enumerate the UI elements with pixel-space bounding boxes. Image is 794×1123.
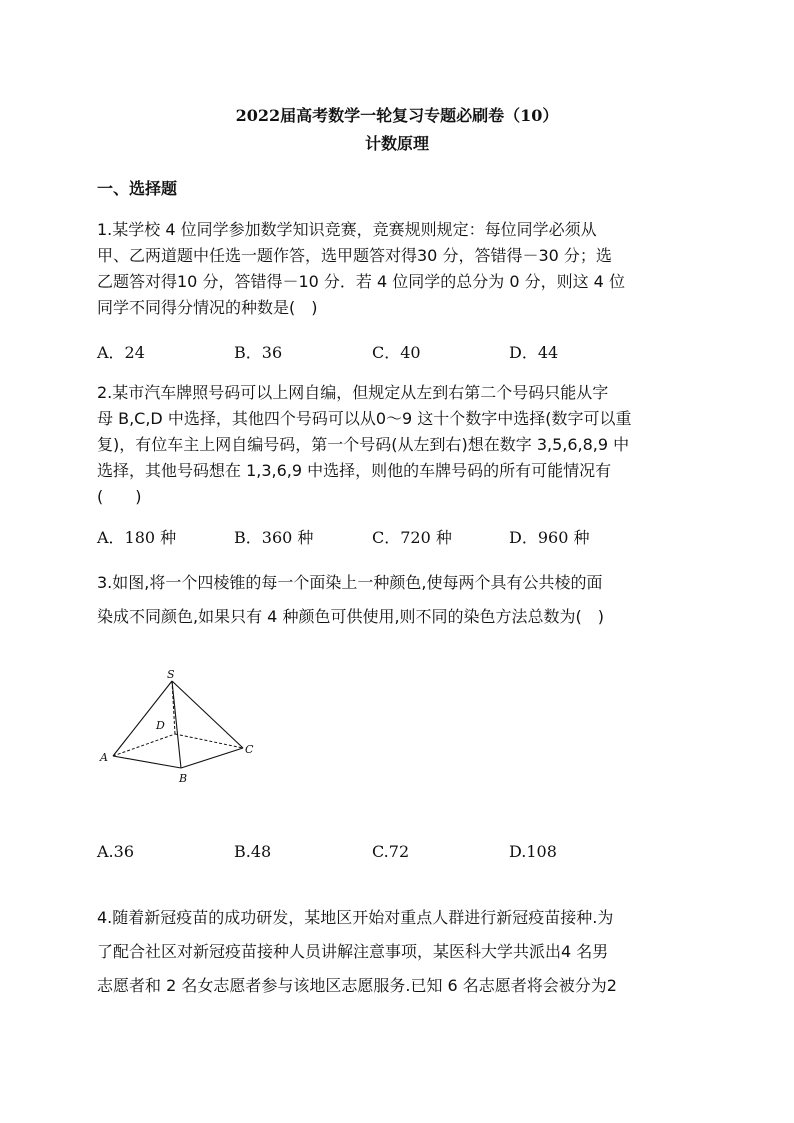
option-d[interactable]: D.108: [509, 842, 557, 861]
option-d[interactable]: D．960 种: [509, 528, 590, 547]
exam-subtitle: 计数原理: [364, 134, 429, 153]
option-c[interactable]: C.72: [372, 842, 410, 861]
option-b[interactable]: B．360 种: [234, 528, 314, 547]
vertex-label-d: D: [156, 719, 165, 732]
option-a[interactable]: A．180 种: [97, 528, 177, 547]
edge-sc: [172, 681, 243, 748]
question-line: 复)，有位车主上网自编号码，第一个号码(从左到右)想在数字 3,5,6,8,9 中: [97, 435, 630, 454]
edge-ab: [113, 756, 181, 768]
question-line: 志愿者和 2 名女志愿者参与该地区志愿服务.已知 6 名志愿者将会被分为2: [97, 976, 617, 995]
question-line: 选择，其他号码想在 1,3,6,9 中选择，则他的车牌号码的所有可能情况有: [97, 461, 612, 480]
question-2: [97, 380, 697, 510]
question-line: ( ): [97, 487, 142, 506]
option-c[interactable]: C．40: [372, 343, 421, 362]
pyramid-figure: [95, 668, 265, 788]
question-line: 3.如图,将一个四棱锥的每一个面染上一种颜色,使每两个具有公共棱的面: [97, 573, 603, 592]
question-line: 母 B,C,D 中选择，其他四个号码可以从0～9 这十个数字中选择(数字可以重: [97, 409, 632, 428]
question-line: 染成不同颜色,如果只有 4 种颜色可供使用,则不同的染色方法总数为( ): [97, 607, 605, 626]
option-a[interactable]: A.36: [97, 842, 134, 861]
vertex-label-c: C: [245, 743, 254, 756]
option-b[interactable]: B．36: [234, 343, 283, 362]
exam-title: 2022届高考数学一轮复习专题必刷卷（10）: [235, 106, 559, 125]
question-1-options: [97, 340, 697, 362]
option-c[interactable]: C．720 种: [372, 528, 452, 547]
question-line: 同学不同得分情况的种数是( ): [97, 298, 318, 317]
option-b[interactable]: B.48: [234, 842, 272, 861]
question-line: 乙题答对得10 分，答错得－10 分．若 4 位同学的总分为 0 分，则这 4 位: [97, 272, 625, 291]
question-2-options: [97, 525, 697, 547]
option-a[interactable]: A．24: [97, 343, 145, 362]
vertex-label-b: B: [179, 772, 188, 785]
question-3: [97, 570, 697, 630]
question-line: 4.随着新冠疫苗的成功研发，某地区开始对重点人群进行新冠疫苗接种.为: [97, 908, 614, 927]
section-heading-choice: 一、选择题: [97, 179, 178, 198]
edge-sb: [172, 681, 181, 768]
question-line: 1.某学校 4 位同学参加数学知识竞赛，竞赛规则规定：每位同学必须从: [97, 220, 597, 239]
vertex-label-s: S: [167, 668, 175, 681]
question-line: 2.某市汽车牌照号码可以上网自编，但规定从左到右第二个号码只能从字: [97, 383, 609, 402]
option-d[interactable]: D．44: [509, 343, 559, 362]
question-1: [97, 217, 697, 321]
vertex-label-a: A: [100, 751, 108, 764]
question-line: 了配合社区对新冠疫苗接种人员讲解注意事项，某医科大学共派出4 名男: [97, 942, 609, 961]
question-line: 甲、乙两道题中任选一题作答，选甲题答对得30 分，答错得－30 分；选: [97, 246, 612, 265]
question-3-options: [97, 842, 697, 864]
edge-bc: [181, 748, 243, 768]
question-4: [97, 901, 697, 1003]
edge-dc: [175, 734, 243, 748]
